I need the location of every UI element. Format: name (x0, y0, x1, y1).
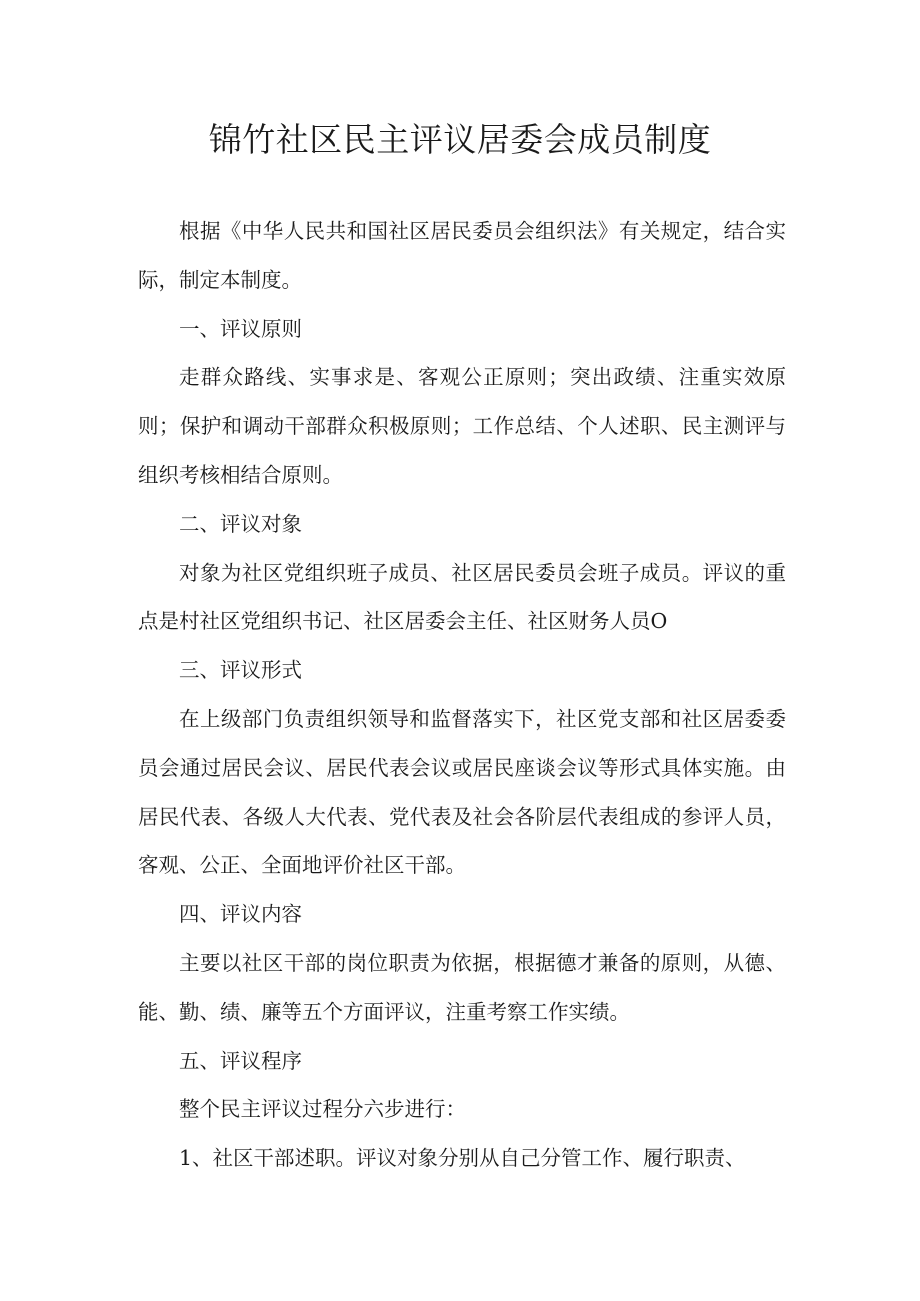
section-heading-principles: 一、评议原则 (179, 316, 302, 341)
paragraph-targets: 对象为社区党组织班子成员、社区居民委员会班子成员。评议的重点是村社区党组织书记、社区居委会主任、社区财务人员O (138, 560, 786, 634)
paragraph-format: 在上级部门负责组织领导和监督落实下，社区党支部和社区居委委员会通过居民会议、居民代表会议或居民座谈会议等形式具体实施。由居民代表、各级人大代表、党代表及社会各阶层代表组成的参评人员，客观、公正、全面地评价社区干部。 (138, 706, 786, 878)
paragraph-procedure-intro: 整个民主评议过程分六步进行： (179, 1097, 466, 1122)
document-body (138, 207, 786, 1183)
paragraph-intro: 根据《中华人民共和国社区居民委员会组织法》有关规定，结合实际，制定本制度。 (138, 219, 786, 292)
section-heading-targets: 二、评议对象 (179, 511, 302, 536)
paragraph-procedure-step-1: 1、社区干部述职。评议对象分别从自己分管工作、履行职责、 (179, 1146, 746, 1171)
section-heading-content: 四、评议内容 (179, 902, 302, 927)
paragraph-content: 主要以社区干部的岗位职责为依据，根据德才兼备的原则，从德、能、勤、绩、廉等五个方面评议，注重考察工作实绩。 (138, 950, 786, 1024)
document-title: 锦竹社区民主评议居委会成员制度 (208, 120, 712, 159)
section-heading-procedure: 五、评议程序 (179, 1048, 302, 1073)
section-heading-format: 三、评议形式 (179, 658, 302, 683)
paragraph-principles: 走群众路线、实事求是、客观公正原则；突出政绩、注重实效原则；保护和调动干部群众积极原则；工作总结、个人述职、民主测评与组织考核相结合原则。 (138, 365, 786, 487)
